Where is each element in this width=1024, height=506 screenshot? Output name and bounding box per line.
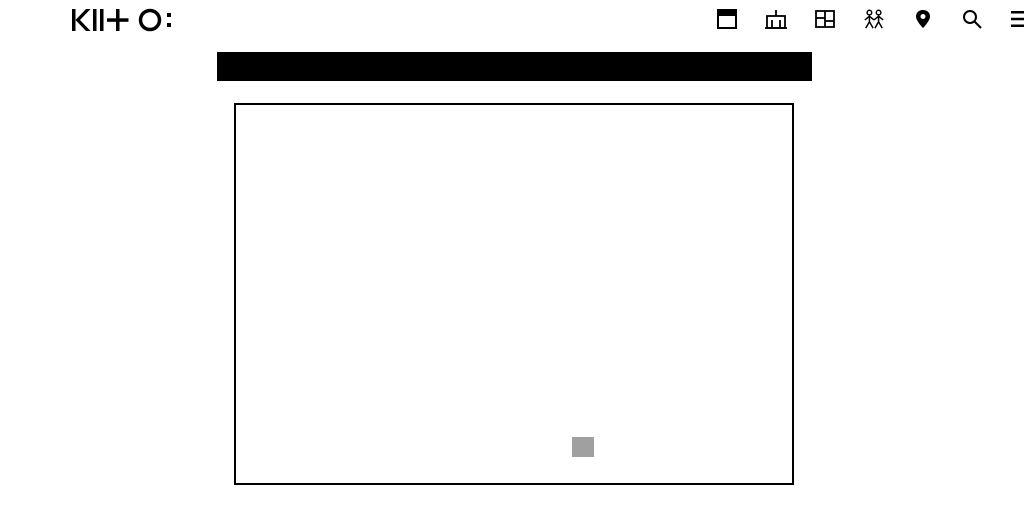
site-header [0, 0, 1024, 40]
map-grid-icon[interactable] [814, 8, 836, 30]
closed-day-swatch [572, 437, 594, 457]
building-icon[interactable] [765, 8, 787, 30]
lunch-calendar [234, 103, 794, 485]
location-pin-icon[interactable] [912, 8, 934, 30]
kiito-logo[interactable] [72, 8, 184, 32]
calendar-icon-month [719, 11, 735, 16]
legend-cell [554, 405, 792, 483]
calendar-icon[interactable] [716, 8, 738, 30]
people-icon[interactable] [863, 8, 885, 30]
weekday-header [234, 87, 794, 101]
header-nav [716, 8, 1024, 30]
search-icon[interactable] [961, 8, 983, 30]
menu-icon[interactable] [1010, 8, 1024, 30]
lunch-title-bar [217, 52, 812, 81]
